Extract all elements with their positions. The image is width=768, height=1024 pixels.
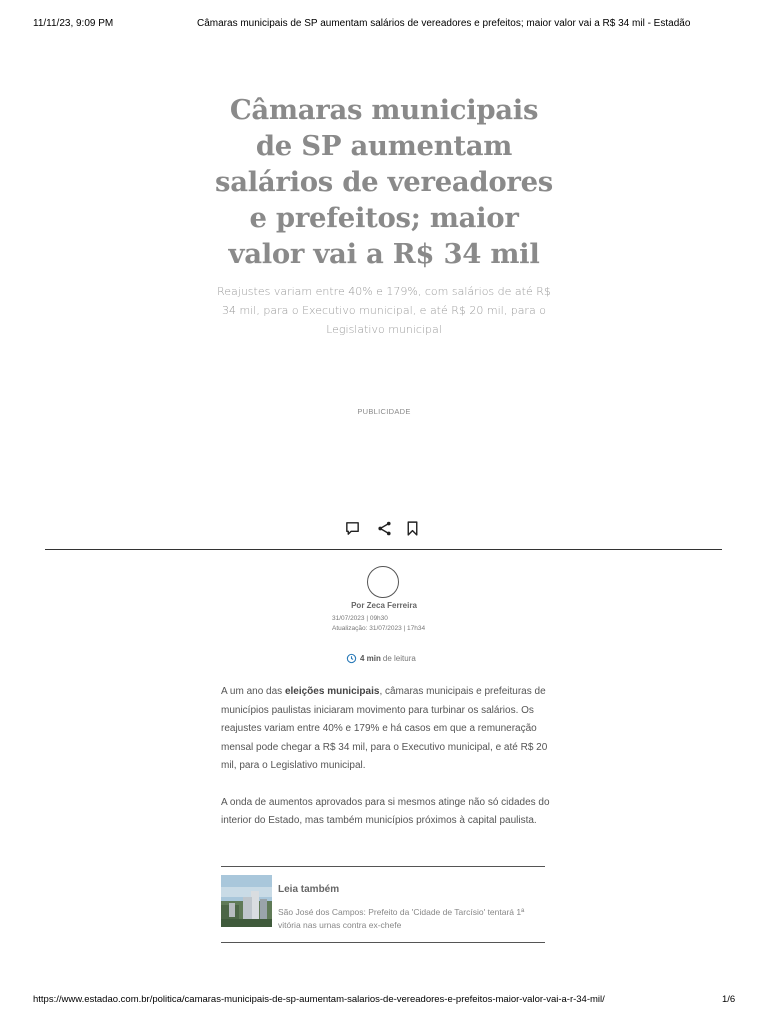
published-date: 31/07/2023 | 09h30 (332, 615, 388, 622)
paragraph-text: , câmaras municipais e prefeituras de municípios paulistas iniciaram movimento para turbinar os salários. Os reajustes variam entre 40% e 179% e há casos em que a remuneração mensal pode chegar a R$ 34 mil, para o Executivo municipal, e até R$ 20 mil, para o Legislativo municipal. (221, 686, 548, 771)
article-paragraph-1 (221, 683, 551, 776)
read-time-suffix: de leitura (382, 654, 416, 663)
read-time-value: 4 min (360, 654, 381, 663)
section-divider (45, 549, 722, 550)
author-avatar (367, 566, 399, 598)
related-article-link[interactable]: São José dos Campos: Prefeito da 'Cidade de Tarcísio' tentará 1ª vitória nas urnas contra ex-chefe (278, 907, 525, 930)
related-article-thumbnail[interactable] (221, 875, 272, 927)
article-headline: Câmaras municipais de SP aumentam salários de vereadores e prefeitos; maior valor vai a R$ 34 mil (215, 94, 553, 270)
elections-link[interactable]: eleições municipais (284, 686, 380, 697)
print-header (0, 18, 768, 32)
print-page-number: 1/6 (722, 994, 736, 1005)
comment-icon (344, 520, 361, 537)
author-name[interactable]: Por Zeca Ferreira (351, 601, 417, 610)
share-button[interactable] (376, 520, 394, 538)
article-actions (340, 520, 430, 540)
paragraph-text: A um ano das (221, 686, 285, 697)
advertisement-label: PUBLICIDADE (357, 407, 411, 416)
print-datetime: 11/11/23, 9:09 PM (33, 18, 114, 29)
comment-button[interactable] (344, 520, 362, 538)
article-dates (332, 614, 425, 634)
article-body (221, 683, 551, 849)
article-subtitle: Reajustes variam entre 40% e 179%, com salários de até R$ 34 mil, para o Executivo municipal, e até R$ 20 mil, para o Legislativo municipal (217, 285, 551, 336)
share-icon (376, 520, 393, 537)
print-footer (0, 994, 768, 1008)
clock-icon (346, 653, 357, 664)
related-article[interactable] (221, 866, 545, 943)
print-document-title: Câmaras municipais de SP aumentam salários de vereadores e prefeitos; maior valor vai a R$ 34 mil - Estadão (197, 18, 691, 29)
print-url: https://www.estadao.com.br/politica/camaras-municipais-de-sp-aumentam-salarios-de-vereadores-e-prefeitos-maior-valor-vai-a-r-34-mil/ (33, 994, 605, 1005)
article-paragraph-2: A onda de aumentos aprovados para si mesmos atinge não só cidades do interior do Estado, mas também municípios próximos à capital paulista. (221, 796, 550, 826)
updated-date: Atualização: 31/07/2023 | 17h34 (332, 625, 426, 632)
bookmark-button[interactable] (404, 520, 422, 538)
read-time (346, 653, 416, 664)
related-article-label: Leia também (278, 884, 340, 895)
bookmark-icon (404, 520, 421, 537)
